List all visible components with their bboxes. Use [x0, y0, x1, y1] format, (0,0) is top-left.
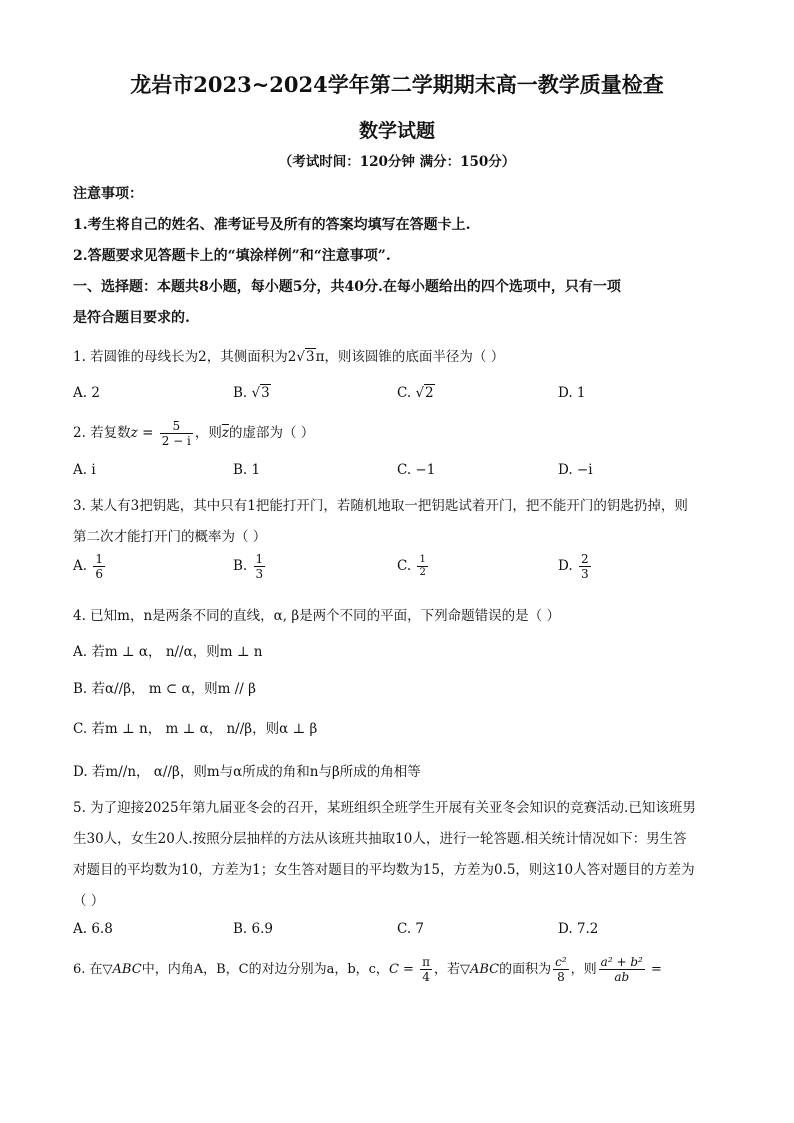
exam-subtitle: 数学试题 [358, 120, 435, 142]
question-5-option-d: D. 7.2 [558, 921, 599, 937]
question-5-stem-line1: 5. 为了迎接2025年第九届亚冬会的召开，某班组织全班学生开展有关亚冬会知识的竞赛活动.已知该班男 [73, 800, 696, 816]
section-1-heading-line1: 一、选择题：本题共8小题，每小题5分，共40分.在每小题给出的四个选项中，只有一项 [73, 279, 621, 295]
question-4-option-a: A. 若m ⊥ α， n//α，则m ⊥ n [73, 644, 263, 660]
question-2-stem: 2. 若复数z = $\frac{5}{2 - i}$ ，则$\overline{z}$的虚部为（ ） [73, 419, 315, 448]
question-1-option-c: C. √2 [397, 385, 434, 401]
question-5-option-a: A. 6.8 [73, 921, 113, 937]
question-3-option-a: A. $\frac{1}{6}$ [73, 552, 103, 581]
question-2-option-c: C. −1 [397, 462, 436, 478]
question-2-option-a: A. i [73, 462, 96, 478]
question-4-stem: 4. 已知m，n是两条不同的直线，α, β是两个不同的平面，下列命题错误的是（ ） [73, 608, 560, 624]
exam-time-info: （考试时间：120分钟 满分：150分） [278, 154, 516, 170]
question-5-option-c: C. 7 [397, 921, 425, 937]
question-1-option-a: A. 2 [73, 385, 100, 401]
question-6-stem: 6. 在▽ABC中，内角A，B，C的对边分别为a，b，c，C = $\frac{\pi}{4}$ ，若▽ABC的面积为 $\frac{\text{c²}}{8}$ ，则 $\frac{\text{a² + b²}}{ab}$ = [73, 955, 662, 984]
lateral-area-expr: 2√3π [287, 349, 325, 365]
question-4-option-b: B. 若α//β， m ⊂ α，则m // β [73, 681, 256, 697]
section-1-heading-line2: 是符合题目要求的. [73, 310, 190, 326]
triangle-abc-1: ▽ABC [102, 962, 142, 977]
question-1-option-b: B. √3 [233, 385, 270, 401]
exam-title: 龙岩市2023~2024学年第二学期期末高一教学质量检查 [130, 72, 664, 97]
question-5-stem-line3: 对题目的平均数为10，方差为1；女生答对题目的平均数为15，方差为0.5，则这10人答对题目的方差为 [73, 862, 695, 878]
question-1-stem: 1. 若圆锥的母线长为2，其侧面积为2√3π，则该圆锥的底面半径为（ ） [73, 349, 505, 365]
question-5-stem-line4: （ ） [73, 893, 105, 909]
question-5-option-b: B. 6.9 [233, 921, 273, 937]
question-2-option-b: B. 1 [233, 462, 261, 478]
question-1-option-d: D. 1 [558, 385, 586, 401]
question-3-stem-line2: 第二次才能打开门的概率为（ ） [73, 529, 267, 545]
triangle-abc-2: ▽ABC [459, 962, 500, 977]
question-3-option-c: C. $\frac{1}{2}$ [397, 554, 426, 578]
notes-item-1: 1.考生将自己的姓名、准考证号及所有的答案均填写在答题卡上. [73, 217, 471, 233]
question-5-stem-line2: 生30人，女生20人.按照分层抽样的方法从该班共抽取10人，进行一轮答题.相关统计情况如下：男生答 [73, 831, 687, 847]
notes-item-2: 2.答题要求见答题卡上的“填涂样例”和“注意事项”. [73, 248, 391, 264]
notes-heading: 注意事项： [73, 186, 143, 202]
question-3-stem-line1: 3. 某人有3把钥匙，其中只有1把能打开门，若随机地取一把钥匙试着开门，把不能开门的钥匙扔掉，则 [73, 498, 688, 514]
z-conjugate: $\overline{z}$ [221, 425, 229, 441]
complex-fraction: $\frac{5}{2 - i}$ [161, 419, 191, 448]
question-3-option-b: B. $\frac{1}{3}$ [233, 552, 264, 581]
question-2-option-d: D. −i [558, 462, 593, 478]
question-3-option-d: D. $\frac{2}{3}$ [558, 552, 589, 581]
question-4-option-d: D. 若m//n， α//β，则m与α所成的角和n与β所成的角相等 [73, 764, 421, 780]
question-4-option-c: C. 若m ⊥ n， m ⊥ α， n//β，则α ⊥ β [73, 721, 318, 737]
